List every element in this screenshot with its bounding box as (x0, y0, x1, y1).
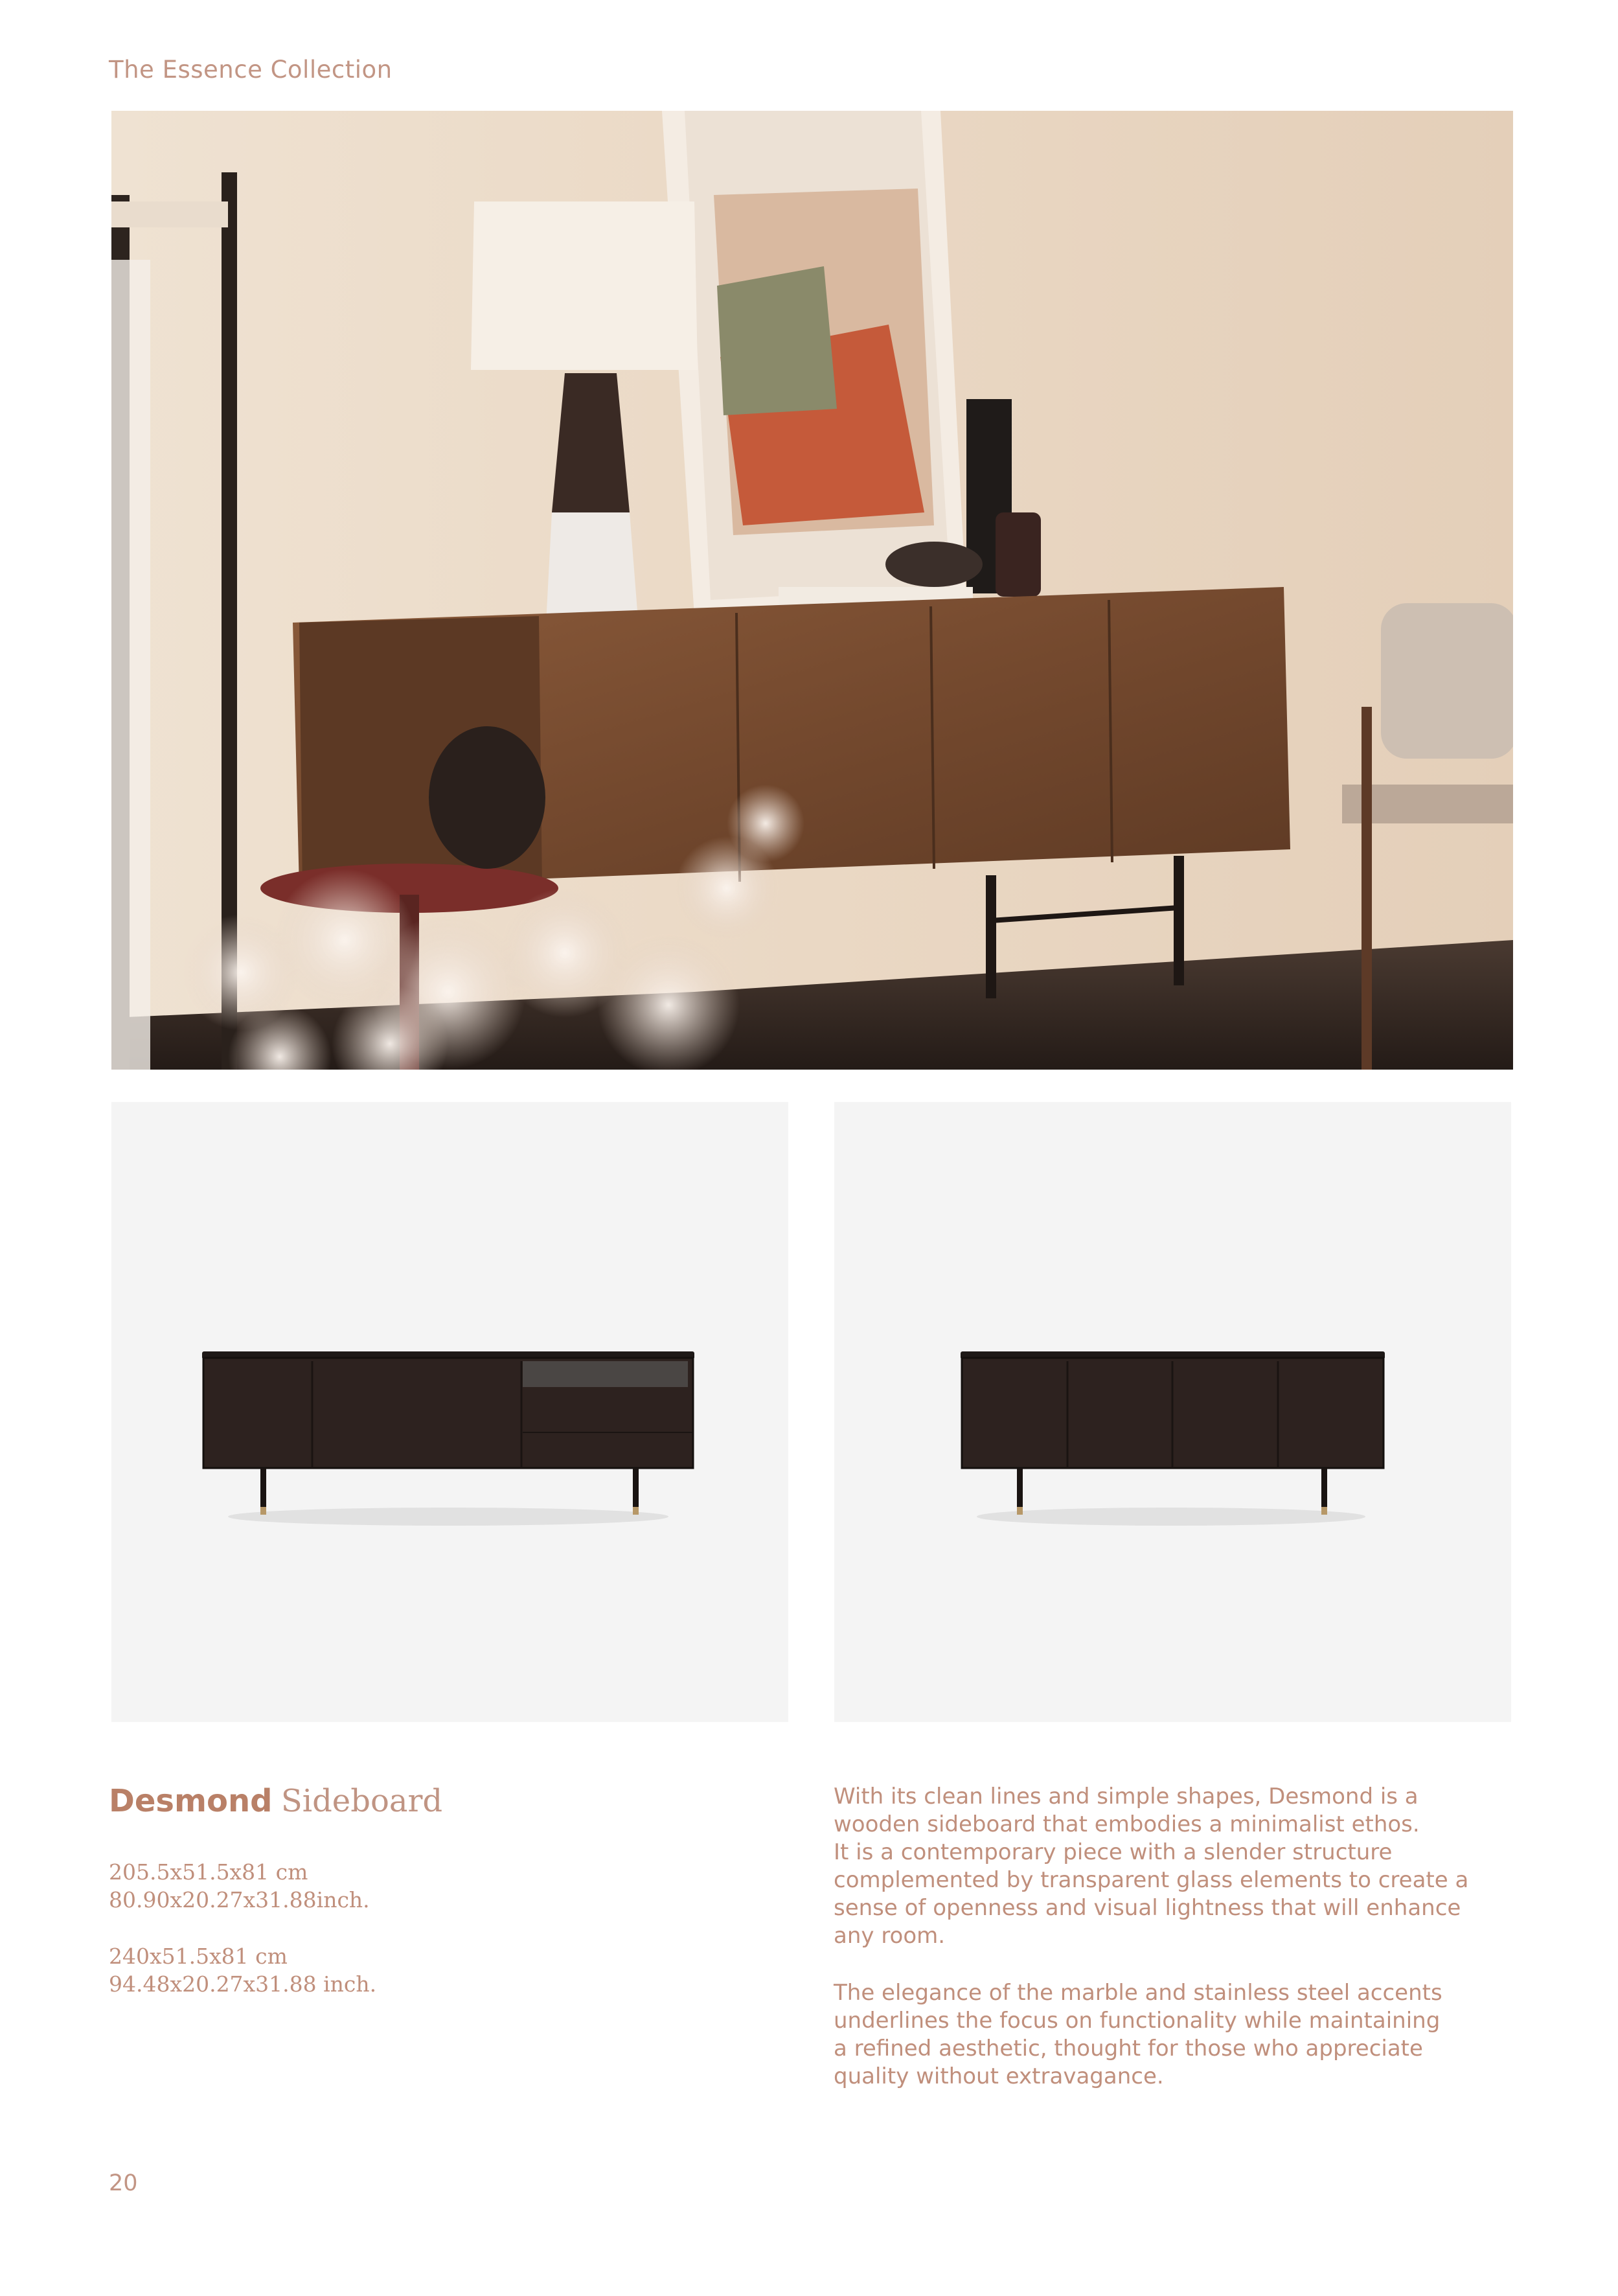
dimensions-cm: 240x51.5x81 cm (109, 1944, 288, 1969)
description-paragraph-2: The elegance of the marble and stainless steel accents underlines the focus on functionality while maintaining a refined aesthetic, thought for those who appreciate quality without extravagance. (834, 1980, 1442, 2089)
dimensions-inch: 80.90x20.27x31.88inch. (109, 1887, 370, 1912)
dimensions-variant-1 (109, 1858, 370, 1914)
collection-title: The Essence Collection (109, 56, 393, 84)
description-paragraph-1: With its clean lines and simple shapes, Desmond is a wooden sideboard that embodies a minimalist ethos. It is a contemporary piece with a slender structure complemented by transparent glass elements to create a sense of openness and visual lightness that will enhance any room. (834, 1784, 1469, 1949)
dimensions-cm: 205.5x51.5x81 cm (109, 1859, 308, 1885)
hero-lifestyle-photo (111, 111, 1513, 1070)
dimensions-variant-2 (109, 1942, 376, 1998)
product-name-bold: Desmond (109, 1783, 273, 1819)
page-number: 20 (109, 2170, 138, 2196)
product-title (109, 1783, 442, 1819)
dimensions-inch: 94.48x20.27x31.88 inch. (109, 1971, 377, 1997)
product-name-light: Sideboard (280, 1783, 443, 1819)
product-photo-open-compartment (111, 1102, 788, 1722)
product-photo-four-doors (834, 1102, 1511, 1722)
